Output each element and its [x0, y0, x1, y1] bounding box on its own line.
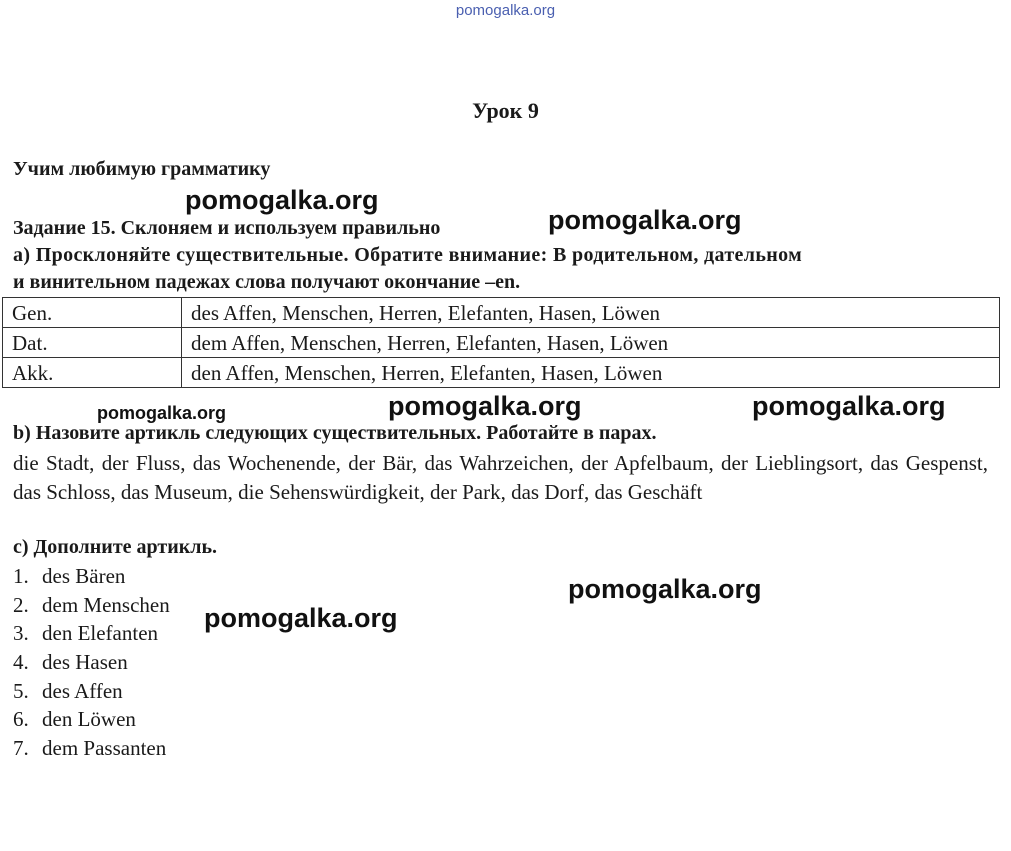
lesson-title: Урок 9	[472, 98, 539, 123]
site-label: pomogalka.org	[455, 2, 556, 19]
forms-cell: dem Affen, Menschen, Herren, Elefanten, Hasen, Löwen	[182, 328, 1000, 358]
item-number: 1.	[13, 564, 29, 588]
case-cell: Akk.	[3, 358, 182, 388]
table-row	[3, 358, 1000, 388]
item-text: den Löwen	[42, 707, 136, 732]
part-a-instruction-line1: a) Просклоняйте существительные. Обратите внимание: В родительном, дательном	[13, 244, 803, 266]
item-number: 3.	[13, 621, 29, 646]
list-item	[13, 705, 170, 734]
declension-table	[2, 297, 1000, 388]
item-number: 7.	[13, 736, 29, 761]
item-number: 2.	[13, 592, 29, 617]
part-b-instruction: b) Назовите артикль следующих существительных. Работайте в парах.	[13, 422, 657, 444]
forms-cell: des Affen, Menschen, Herren, Elefanten, Hasen, Löwen	[182, 298, 1000, 328]
part-c-list	[13, 562, 170, 763]
watermark: pomogalka.org	[185, 185, 379, 215]
list-item	[13, 648, 170, 677]
watermark: pomogalka.org	[568, 574, 762, 604]
part-c-instruction: c) Дополните артикль.	[13, 536, 218, 558]
forms-cell: den Affen, Menschen, Herren, Elefanten, Hasen, Löwen	[182, 358, 1000, 388]
item-text: des Hasen	[42, 650, 128, 675]
list-item	[13, 562, 170, 591]
table-row	[3, 298, 1000, 328]
watermark: pomogalka.org	[752, 391, 946, 421]
item-text: dem Passanten	[42, 736, 167, 761]
item-number: 5.	[13, 678, 29, 703]
list-item	[13, 734, 170, 763]
part-a-instruction-line2: и винительном падежах слова получают окончание –en.	[13, 271, 521, 293]
item-number: 6.	[13, 707, 29, 732]
table-row	[3, 328, 1000, 358]
item-text: des Bären	[42, 564, 126, 588]
watermark: pomogalka.org	[97, 403, 227, 423]
list-item	[13, 591, 170, 620]
item-text: des Affen	[42, 678, 123, 703]
watermark: pomogalka.org	[388, 391, 582, 421]
watermark: pomogalka.org	[204, 603, 398, 633]
list-item	[13, 677, 170, 706]
case-cell: Dat.	[3, 328, 182, 358]
list-item	[13, 619, 170, 648]
watermark: pomogalka.org	[548, 205, 742, 235]
item-number: 4.	[13, 650, 29, 675]
section-title: Учим любимую грамматику	[13, 158, 271, 180]
case-cell: Gen.	[3, 298, 182, 328]
item-text: den Elefanten	[42, 621, 159, 646]
item-text: dem Menschen	[42, 592, 170, 617]
part-b-nouns-text: die Stadt, der Fluss, das Wochenende, der Bär, das Wahrzeichen, der Apfelbaum, der Lieblingsort, das Gespenst, das Schloss, das Museum, die Sehenswürdigkeit, der Park, das Dorf, das Geschäft	[13, 451, 988, 504]
task-title: Задание 15. Склоняем и используем правильно	[13, 217, 441, 239]
